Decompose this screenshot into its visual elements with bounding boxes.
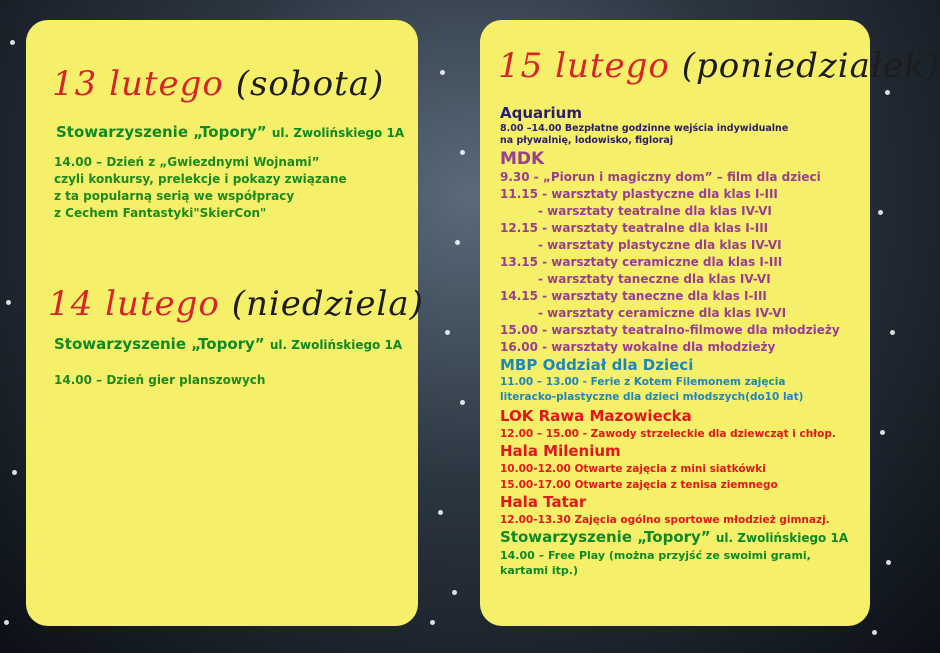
event-line: literacko-plastyczne dla dzieci młodszych(do10 lat) <box>500 391 804 403</box>
event-line: - warsztaty teatralne dla klas IV-VI <box>538 204 772 218</box>
event-line: - warsztaty plastyczne dla klas IV-VI <box>538 238 782 252</box>
venue-hala-milenium: Hala Milenium <box>500 442 621 460</box>
venue-aquarium: Aquarium <box>500 104 582 122</box>
event-14-text <box>54 372 384 389</box>
event-line: 11.00 – 13.00 - Ferie z Kotem Filemonem zajęcia <box>500 376 786 388</box>
org-topory-13 <box>56 123 404 141</box>
org-name: Stowarzyszenie „Topory” <box>56 123 267 141</box>
event-line: 14.00 – Dzień gier planszowych <box>54 373 266 387</box>
org-name: Stowarzyszenie „Topory” <box>500 528 711 546</box>
org-address: ul. Zwolińskiego 1A <box>269 338 403 352</box>
event-line: 15.00-17.00 Otwarte zajęcia z tenisa ziemnego <box>500 479 778 491</box>
event-line: - warsztaty taneczne dla klas IV-VI <box>538 272 771 286</box>
event-line: 8.00 –14.00 Bezpłatne godzinne wejścia indywidualne <box>500 123 789 134</box>
day-15-schedule <box>500 104 860 578</box>
event-13-text <box>54 154 384 222</box>
venue-hala-tatar: Hala Tatar <box>500 493 587 511</box>
event-line: 10.00-12.00 Otwarte zajęcia z mini siatkówki <box>500 463 766 475</box>
event-line: kartami itp.) <box>500 564 579 577</box>
day-weekday: (sobota) <box>235 64 385 104</box>
event-line: 14.15 - warsztaty taneczne dla klas I-III <box>500 289 767 303</box>
event-line: 12.00-13.30 Zajęcia ogólno sportowe młodzież gimnazj. <box>500 514 830 526</box>
event-line: 9.30 - „Piorun i magiczny dom” – film dla dzieci <box>500 170 821 184</box>
event-line: z ta popularną serią we współpracy <box>54 189 295 203</box>
venue-topory <box>500 528 860 548</box>
right-panel <box>480 20 940 626</box>
event-line: na pływalnię, lodowisko, figloraj <box>500 135 674 146</box>
event-line: 14.00 – Free Play (można przyjść ze swoimi grami, <box>500 549 811 562</box>
event-line: 12.00 – 15.00 - Zawody strzeleckie dla dziewcząt i chłop. <box>500 428 836 440</box>
event-line: - warsztaty ceramiczne dla klas IV-VI <box>538 306 787 320</box>
day-title-13 <box>52 64 384 104</box>
day-weekday: (niedziela) <box>231 284 424 324</box>
event-line: 16.00 - warsztaty wokalne dla młodzieży <box>500 340 776 354</box>
org-name: Stowarzyszenie „Topory” <box>54 335 265 353</box>
venue-mbp: MBP Oddział dla Dzieci <box>500 356 694 374</box>
day-title-15 <box>498 46 940 86</box>
event-line: 13.15 - warsztaty ceramiczne dla klas I-III <box>500 255 783 269</box>
org-topory-14 <box>54 335 402 353</box>
left-panel <box>26 20 424 626</box>
venue-lok: LOK Rawa Mazowiecka <box>500 407 692 425</box>
org-address: ul. Zwolińskiego 1A <box>271 126 405 140</box>
event-line: 12.15 - warsztaty teatralne dla klas I-III <box>500 221 769 235</box>
event-line: z Cechem Fantastyki"SkierCon" <box>54 206 267 220</box>
day-weekday: (poniedziałek) <box>681 46 940 86</box>
day-date: 13 lutego <box>52 64 224 104</box>
event-line: 11.15 - warsztaty plastyczne dla klas I-III <box>500 187 778 201</box>
event-line: 15.00 - warsztaty teatralno-filmowe dla młodzieży <box>500 323 840 337</box>
event-line: czyli konkursy, prelekcje i pokazy związane <box>54 172 347 186</box>
event-line: 14.00 – Dzień z „Gwiezdnymi Wojnami” <box>54 155 320 169</box>
venue-mdk: MDK <box>500 149 545 169</box>
org-address: ul. Zwolińskiego 1A <box>715 531 849 545</box>
day-date: 14 lutego <box>48 284 220 324</box>
day-title-14 <box>48 284 424 324</box>
day-date: 15 lutego <box>498 46 670 86</box>
